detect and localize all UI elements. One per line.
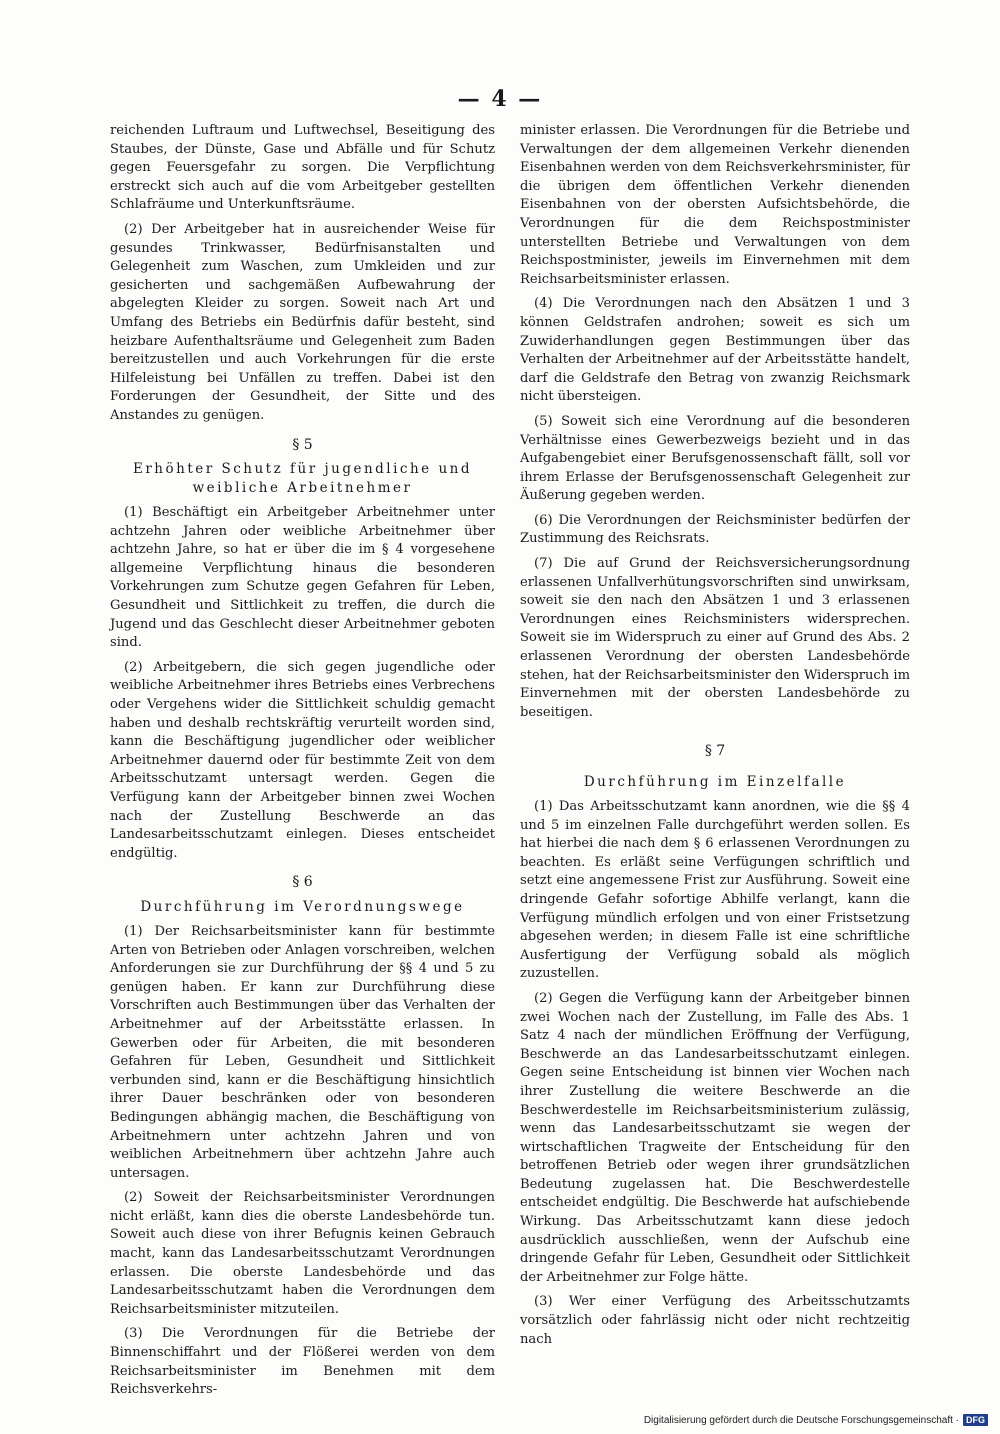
paragraph: (6) Die Verordnungen der Reichsminister bedürfen der Zustimmung des Reichsrats. [520,512,910,547]
paragraph: (1) Der Reichsarbeitsminister kann für bestimmte Arten von Betrieben oder Anlagen vorschreiben, welchen Anforderungen sie zur Durchführung der §§ 4 und 5 zu genügen haben. Er kann zur Durchführung diese Vorschriften auch Bestimmungen über das Verhalten der Arbeitnehmer auf der Arbeitsstätte erlassen. In Gewerben oder für Arbeiten, die mit besonderen Gefahren für Leben, Gesundheit und Sittlichkeit verbunden sind, kann er die Beschäftigung hinsichtlich ihrer Dauer beschränken oder von besonderen Bedingungen abhängig machen, die Beschäftigung von Arbeitnehmern unter achtzehn Jahren und von weiblichen Arbeitnehmern über achtzehn Jahre auch untersagen. [110,923,495,1181]
paragraph: (2) Gegen die Verfügung kann der Arbeitgeber binnen zwei Wochen nach der Zustellung, im Falle des Abs. 1 Satz 4 nach der mündlichen Eröffnung der Verfügung, Beschwerde an das Landesarbeitsschutzamt einlegen. Gegen seine Entscheidung ist binnen vier Wochen nach ihrer Zustellung die weitere Beschwerde an die Beschwerdestelle im Reichsarbeitsministerium zulässig, wenn das Landesarbeitsschutzamt sie wegen der wirtschaftlichen Tragweite der Entscheidung für den betroffenen Betrieb oder wegen ihrer grundsätzlichen Bedeutung zugelassen hat. Die Beschwerdestelle entscheidet endgültig. Die Beschwerde hat aufschiebende Wirkung. Das Arbeitsschutzamt kann diese jedoch ausdrücklich ausschließen, wenn der Aufschub eine dringende Gefahr für Leben, Gesundheit oder Sittlichkeit der Arbeitnehmer zur Folge hätte. [520,990,910,1285]
paragraph: (1) Das Arbeitsschutzamt kann anordnen, wie die §§ 4 und 5 im einzelnen Falle durchgeführt werden sollen. Es hat hierbei die nach dem § 6 erlassenen Verordnungen zu beachten. Es erläßt seine Verfügungen schriftlich und setzt eine angemessene Frist zur Ausführung. Soweit eine dringende Gefahr sofortige Abhilfe verlangt, kann die Verfügung mündlich erfolgen und von einer Fristsetzung abgesehen werden; in diesem Falle ist eine schriftliche Ausfertigung der Verfügung sobald als möglich zuzustellen. [520,799,910,982]
section-number: § 6 [292,874,313,891]
paragraph: (2) Der Arbeitgeber hat in ausreichender Weise für gesundes Trinkwasser, Bedürfnisanstalten und Gelegenheit zum Waschen, zum Umkleiden und zur gesicherten und sachgemäßen Aufbewahrung der abgelegten Kleider zu sorgen. Soweit nach Art und Umfang des Betriebs ein Bedürfnis dafür besteht, sind heizbare Aufenthaltsräume und Gelegenheit zum Baden bereitzustellen und auch Vorkehrungen für die erste Hilfeleistung bei Unfällen zu treffen. Dabei ist den Forderungen der Gesundheit, der Sitte und des Anstandes zu genügen. [110,221,495,423]
paragraph: (1) Beschäftigt ein Arbeitgeber Arbeitnehmer unter achtzehn Jahren oder weibliche Arbeitnehmer über achtzehn Jahre, so hat er über die im § 4 vorgesehene allgemeine Verpflichtung hinaus die besonderen Vorkehrungen zum Schutze gegen Gefahren für Leben, Gesundheit und Sittlichkeit zu treffen, die durch die Jugend und das Geschlecht dieser Arbeitnehmer geboten sind. [110,505,495,651]
right-column [520,122,910,1355]
paragraph: (2) Soweit der Reichsarbeitsminister Verordnungen nicht erläßt, kann dies die oberste Landesbehörde tun. Soweit auch diese von ihrer Befugnis keinen Gebrauch macht, kann das Landesarbeitsschutzamt Verordnungen erlassen. Die oberste Landesbehörde und das Landesarbeitsschutzamt haben die Verordnungen dem Reichsarbeitsminister mitzuteilen. [110,1190,495,1317]
page-number: — 4 — [457,86,543,112]
paragraph: (4) Die Verordnungen nach den Absätzen 1 und 3 können Geldstrafen androhen; soweit es sich um Zuwiderhandlungen gegen Bestimmungen über das Verhalten der Arbeitnehmer auf der Arbeitsstätte handelt, darf die Geldstrafe den Betrag von zwanzig Reichsmark nicht übersteigen. [520,296,910,405]
section-number: § 5 [292,436,313,453]
footer-text: Digitalisierung gefördert durch die Deutsche Forschungsgemeinschaft · [643,1414,959,1426]
paragraph: (3) Wer einer Verfügung des Arbeitsschutzamts vorsätzlich oder fahrlässig nicht oder nicht rechtzeitig nach [520,1294,910,1347]
section-title: Durchführung im Verordnungswege [140,898,465,915]
footer [644,1414,988,1426]
section-number: § 7 [704,743,726,760]
paragraph: (7) Die auf Grund der Reichsversicherungsordnung erlassenen Unfallverhütungsvorschriften sind unwirksam, soweit sie den nach den Absätzen 1 und 3 erlassenen Verordnungen eines Reichsministers widersprechen. Soweit sie im Widerspruch zu einer auf Grund des Abs. 2 erlassenen Verordnung der obersten Landesbehörde stehen, hat der Reichsarbeitsminister den Widerspruch im Einvernehmen mit der obersten Landesbehörde zu beseitigen. [520,556,910,720]
paragraph: (2) Arbeitgebern, die sich gegen jugendliche oder weibliche Arbeitnehmer ihres Betriebs eines Verbrechens oder Vergehens wider die Sittlichkeit schuldig gemacht haben und deshalb rechtskräftig verurteilt worden sind, kann die Beschäftigung jugendlicher oder weiblicher Arbeitnehmer dauernd oder für bestimmte Zeit von dem Arbeitsschutzamt untersagt werden. Gegen die Verfügung kann der Arbeitgeber binnen zwei Wochen nach der Zustellung Beschwerde an das Landesarbeitsschutzamt einlegen. Dieses entscheidet endgültig. [110,659,495,861]
left-column [110,122,495,1406]
section-title: Erhöhter Schutz für jugendliche und weibliche Arbeitnehmer [133,461,472,497]
dfg-logo: DFG [963,1414,988,1426]
section-title: Durchführung im Einzelfalle [583,774,847,790]
paragraph: reichenden Luftraum und Luftwechsel, Beseitigung des Staubes, der Dünste, Gase und Abfälle und für Schutz gegen Feuersgefahr zu sorgen. Die Verpflichtung erstreckt sich auch auf die vom Arbeitgeber gestellten Schlafräume und Unterkunftsräume. [110,123,495,213]
paragraph: (3) Die Verordnungen für die Betriebe der Binnenschiffahrt und der Flößerei werden von dem Reichsarbeitsminister im Benehmen mit dem Reichsverkehrs- [110,1326,495,1398]
paragraph: minister erlassen. Die Verordnungen für die Betriebe und Verwaltungen der dem allgemeinen Verkehr dienenden Eisenbahnen werden von dem Reichsverkehrsminister, für die übrigen dem öffentlichen Verkehr dienenden Eisenbahnen von der obersten Aufsichtsbehörde, die Verordnungen für die dem Reichspostminister unterstellten Betriebe und Verwaltungen von dem Reichspostminister, jeweils im Einvernehmen mit dem Reichsarbeitsminister erlassen. [520,123,910,287]
paragraph: (5) Soweit sich eine Verordnung auf die besonderen Verhältnisse eines Gewerbezweigs bezieht und in das Aufgabengebiet einer Berufsgenossenschaft fällt, soll vor ihrem Erlasse der Berufsgenossenschaft Gelegenheit zur Äußerung gegeben werden. [520,413,910,504]
